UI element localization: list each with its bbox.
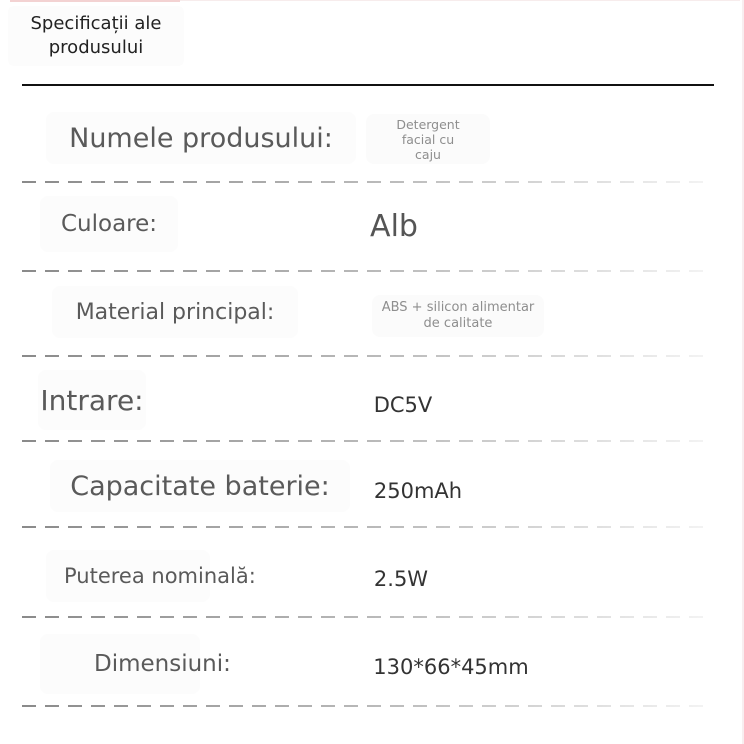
spec-label-text: Intrare:: [40, 383, 144, 417]
spec-label-text: Puterea nominală:: [64, 564, 256, 588]
dashed-divider: [22, 705, 712, 707]
dashed-divider: [22, 181, 712, 183]
spec-label: [38, 370, 146, 430]
spec-value: [368, 474, 468, 508]
dashed-divider: [22, 440, 712, 442]
spec-label: [52, 286, 298, 338]
spec-value: [368, 388, 438, 422]
spec-label: [46, 112, 356, 164]
header-divider: [22, 84, 714, 86]
spec-value-text: 250mAh: [373, 479, 463, 503]
spec-label-text: Dimensiuni:: [94, 651, 231, 677]
spec-value-text: Alb: [370, 208, 418, 244]
spec-label-text: Numele produsului:: [69, 122, 333, 154]
top-border-line: [180, 0, 740, 1]
dashed-divider: [22, 355, 712, 357]
spec-label: [46, 550, 256, 602]
spec-label-text: Material principal:: [75, 299, 275, 325]
dashed-divider: [22, 270, 712, 272]
spec-label: [50, 460, 350, 512]
spec-value-text: ABS + silicon alimentar de calitate: [381, 300, 535, 331]
top-accent-line: [10, 0, 180, 2]
section-title: [8, 6, 184, 66]
spec-value: [366, 562, 436, 596]
section-title-text: Specificații ale produsului: [30, 13, 162, 58]
spec-label-text: Culoare:: [60, 211, 158, 237]
spec-value: [366, 114, 490, 164]
spec-value: [368, 650, 534, 684]
spec-value-text: Detergent facial cu caju: [396, 116, 460, 162]
spec-label: [40, 196, 178, 252]
spec-label-text: Capacitate baterie:: [70, 470, 330, 502]
spec-value-text: DC5V: [373, 393, 433, 417]
spec-value-text: 130*66*45mm: [373, 655, 529, 679]
spec-value: [372, 295, 544, 337]
spec-value-text: 2.5W: [373, 567, 429, 591]
dashed-divider: [22, 526, 712, 528]
dashed-divider: [22, 616, 712, 618]
spec-label: [40, 634, 231, 694]
spec-value: [356, 200, 432, 252]
